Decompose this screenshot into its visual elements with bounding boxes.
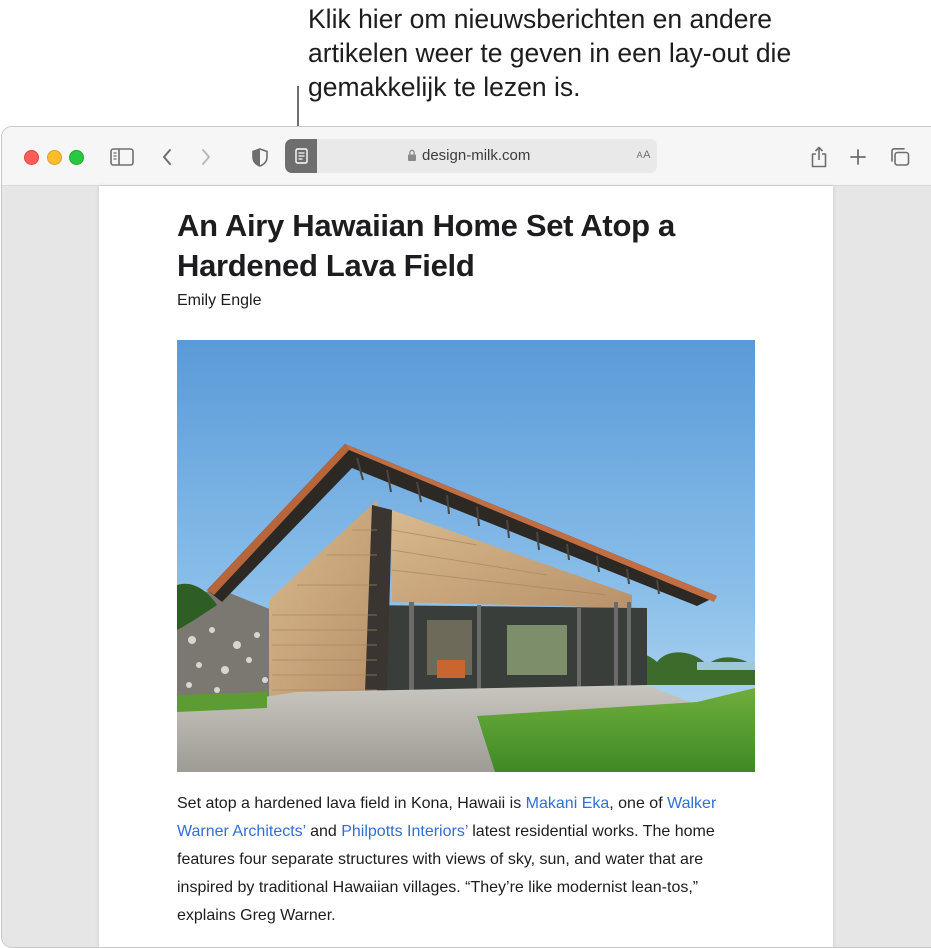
tab-overview-icon[interactable]	[887, 144, 913, 170]
walker-warner-link[interactable]: Walker Warner Architects’	[177, 795, 717, 840]
share-icon[interactable]	[806, 144, 832, 170]
text-size-button[interactable]: AA	[636, 149, 651, 161]
close-window-button[interactable]	[24, 150, 39, 165]
house-photo	[177, 340, 755, 772]
callout-line-3: gemakkelijk te lezen is.	[308, 72, 581, 102]
article-paragraph: Set atop a hardened lava field in Kona, Hawaii is Makani Eka, one of Walker Warner Architects’ and Philpotts Interiors’ latest residential works. The home features four separate structures with views of sky, sun, and water that are inspired by traditional Hawaiian villages. “They’re like modernist lean-tos,” explains Greg Warner.	[177, 795, 717, 924]
address-bar[interactable]	[285, 139, 657, 173]
reader-icon	[295, 148, 308, 164]
sidebar-toggle-icon[interactable]	[109, 144, 135, 170]
lock-icon	[407, 149, 417, 162]
browser-window	[1, 126, 931, 948]
forward-icon[interactable]	[193, 144, 219, 170]
reader-view-button[interactable]	[285, 139, 317, 173]
callout-text	[308, 2, 908, 104]
privacy-shield-icon[interactable]	[247, 144, 273, 170]
callout-line-2: artikelen weer te geven in een lay-out die	[308, 38, 792, 68]
article-title: An Airy Hawaiian Home Set Atop a Hardened Lava Field	[177, 208, 675, 283]
back-icon[interactable]	[154, 144, 180, 170]
article-image	[177, 340, 755, 772]
toolbar	[2, 127, 931, 186]
callout-line-1: Klik hier om nieuwsberichten en andere	[308, 4, 773, 34]
url-text: design-milk.com	[422, 147, 531, 164]
url-display[interactable]	[407, 147, 530, 164]
minimize-window-button[interactable]	[47, 150, 62, 165]
makani-eka-link[interactable]: Makani Eka	[525, 795, 610, 812]
reader-page	[99, 186, 833, 948]
article-author: Emily Engle	[177, 292, 262, 309]
zoom-window-button[interactable]	[69, 150, 84, 165]
new-tab-plus-icon[interactable]	[845, 144, 871, 170]
philpotts-interiors-link[interactable]: Philpotts Interiors’	[341, 823, 468, 840]
